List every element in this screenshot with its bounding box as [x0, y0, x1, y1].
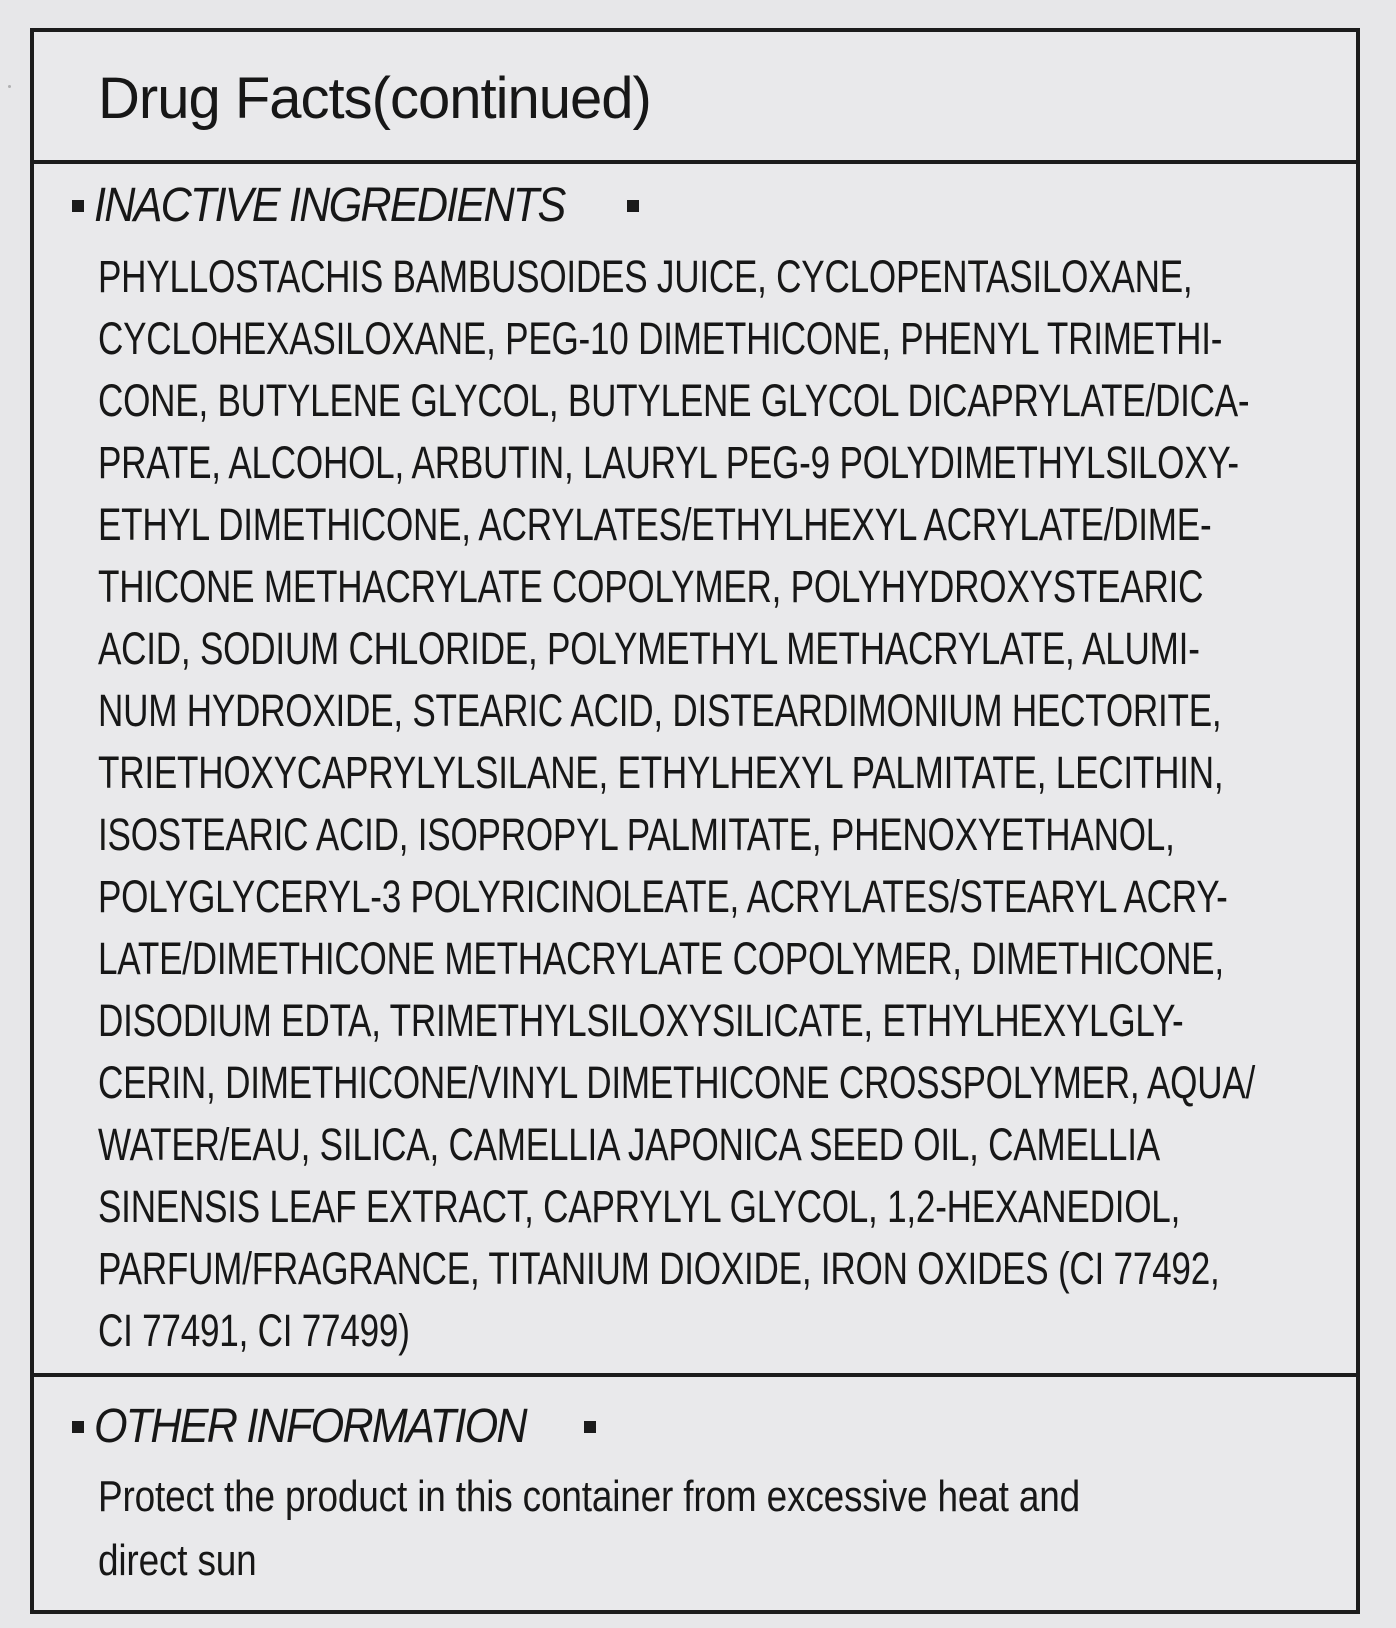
paper-mark	[8, 85, 11, 88]
page-title: Drug Facts(continued)	[98, 66, 651, 131]
ingredient-line: PRATE, ALCOHOL, ARBUTIN, LAURYL PEG-9 POLYDIMETHYLSILOXY-	[98, 437, 1239, 488]
other-information-title: OTHER INFORMATION	[94, 1400, 526, 1453]
other-information-text	[98, 1465, 1338, 1593]
ingredient-line: CERIN, DIMETHICONE/VINYL DIMETHICONE CROSSPOLYMER, AQUA/	[98, 1057, 1256, 1108]
ingredient-line: SINENSIS LEAF EXTRACT, CAPRYLYL GLYCOL, 1,2-HEXANEDIOL,	[98, 1181, 1181, 1232]
ingredient-line: ISOSTEARIC ACID, ISOPROPYL PALMITATE, PHENOXYETHANOL,	[98, 809, 1175, 860]
drug-facts-panel	[30, 28, 1360, 1614]
other-information-section	[34, 1377, 1356, 1599]
bullet-icon	[72, 1421, 84, 1433]
inactive-ingredients-heading	[72, 179, 639, 232]
ingredient-line: PHYLLOSTACHIS BAMBUSOIDES JUICE, CYCLOPENTASILOXANE,	[98, 251, 1193, 302]
inactive-ingredients-section	[34, 164, 1356, 1377]
inactive-ingredients-text	[98, 246, 1338, 1362]
ingredient-line: WATER/EAU, SILICA, CAMELLIA JAPONICA SEED OIL, CAMELLIA	[98, 1119, 1160, 1170]
ingredient-line: POLYGLYCERYL-3 POLYRICINOLEATE, ACRYLATES/STEARYL ACRY-	[98, 871, 1228, 922]
other-information-line: direct sun	[98, 1536, 257, 1585]
bullet-icon	[627, 200, 639, 212]
ingredient-line: TRIETHOXYCAPRYLYLSILANE, ETHYLHEXYL PALMITATE, LECITHIN,	[98, 747, 1224, 798]
bullet-icon	[72, 200, 84, 212]
ingredient-line: DISODIUM EDTA, TRIMETHYLSILOXYSILICATE, ETHYLHEXYLGLY-	[98, 995, 1184, 1046]
ingredient-line: NUM HYDROXIDE, STEARIC ACID, DISTEARDIMONIUM HECTORITE,	[98, 685, 1222, 736]
ingredient-line: PARFUM/FRAGRANCE, TITANIUM DIOXIDE, IRON OXIDES (CI 77492,	[98, 1243, 1220, 1294]
other-information-heading	[72, 1400, 596, 1453]
bullet-icon	[584, 1421, 596, 1433]
ingredient-line: CI 77491, CI 77499)	[98, 1305, 410, 1356]
inactive-ingredients-title: INACTIVE INGREDIENTS	[94, 179, 565, 232]
ingredient-line: CONE, BUTYLENE GLYCOL, BUTYLENE GLYCOL DICAPRYLATE/DICA-	[98, 375, 1250, 426]
ingredient-line: THICONE METHACRYLATE COPOLYMER, POLYHYDROXYSTEARIC	[98, 561, 1204, 612]
ingredient-line: ACID, SODIUM CHLORIDE, POLYMETHYL METHACRYLATE, ALUMI-	[98, 623, 1200, 674]
other-information-line: Protect the product in this container from excessive heat and	[98, 1472, 1081, 1521]
ingredient-line: ETHYL DIMETHICONE, ACRYLATES/ETHYLHEXYL ACRYLATE/DIME-	[98, 499, 1212, 550]
ingredient-line: CYCLOHEXASILOXANE, PEG-10 DIMETHICONE, PHENYL TRIMETHI-	[98, 313, 1223, 364]
drug-facts-header	[34, 32, 1356, 164]
ingredient-line: LATE/DIMETHICONE METHACRYLATE COPOLYMER, DIMETHICONE,	[98, 933, 1224, 984]
